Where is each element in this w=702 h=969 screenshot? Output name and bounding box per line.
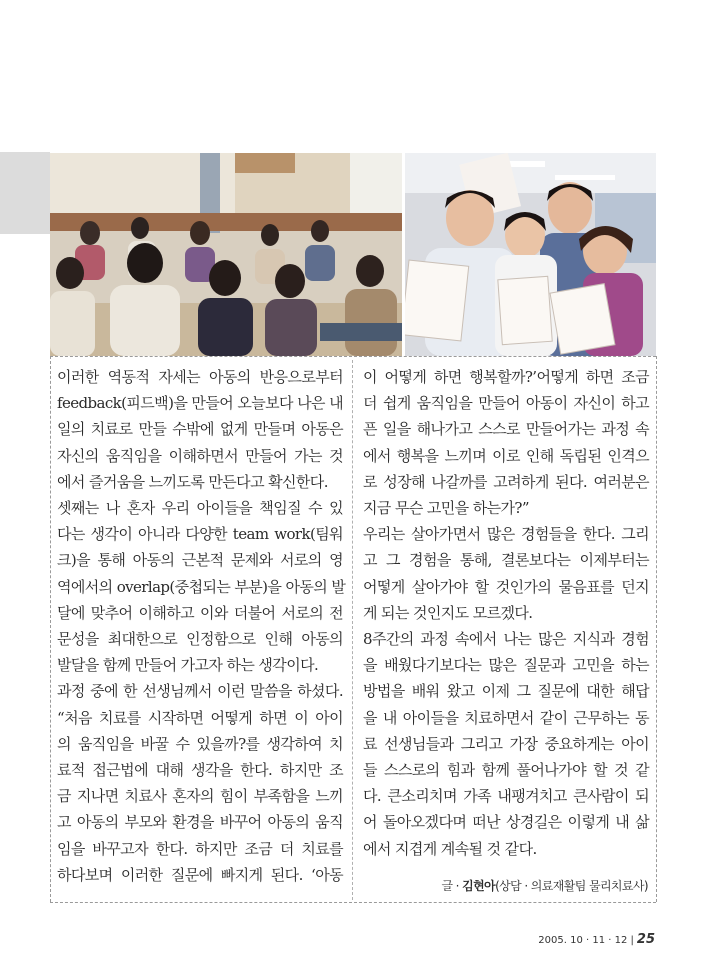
article-left-column <box>57 364 346 888</box>
body-line: 하다보며 이러한 질문에 빠지게 된다. ‘아동 <box>57 865 343 884</box>
page-number: 25 <box>636 932 655 947</box>
page-folio <box>538 932 655 947</box>
frame-top-border <box>50 356 656 357</box>
body-line: 크)을 통해 아동의 근본적 문제와 서로의 영 <box>57 551 343 570</box>
frame-left-border <box>50 356 51 902</box>
author-affiliation: (상담 · 의료재활팀 물리치료사) <box>495 879 648 893</box>
side-tab-decoration <box>0 152 50 234</box>
body-line: 자신의 움직임을 이해하면서 만들어 가는 것 <box>57 446 343 465</box>
body-line: 들 스스로의 힘과 함께 풀어나가야 할 것 같 <box>363 761 649 780</box>
body-line: “처음 치료를 시작하면 어떻게 하면 이 아이 <box>57 708 343 727</box>
body-line: 에서 지겹게 계속될 것 같다. <box>363 839 537 858</box>
body-line: 방법을 배워 왔고 이제 그 질문에 대한 해답 <box>363 682 649 701</box>
body-line: 더 쉽게 움직임을 만들어 아동이 자신이 하고 <box>363 394 649 413</box>
body-line: 문성을 최대한으로 인정함으로 인해 아동의 <box>57 630 343 649</box>
body-line: 이 어떻게 하면 행복할까?’어떻게 하면 조금 <box>363 368 649 386</box>
body-line: 로 성장해 나갈까를 고려하게 된다. 여러분은 <box>363 472 649 491</box>
body-line: 셋째는 나 혼자 우리 아이들을 책임질 수 있 <box>57 499 343 518</box>
body-line: 을 내 아이들을 치료하면서 같이 근무하는 동 <box>363 708 649 727</box>
body-line: 8주간의 과정 속에서 나는 많은 지식과 경험 <box>363 630 649 649</box>
body-line: 달에 맞추어 이해하고 이와 더불어 서로의 전 <box>57 603 343 622</box>
article-right-column <box>363 364 649 862</box>
byline-prefix: 글 · <box>441 879 463 893</box>
certificate-group-photo <box>405 153 656 356</box>
body-line: 에서 행복을 느끼며 이로 인해 독립된 인격으 <box>363 446 649 465</box>
group-session-photo <box>50 153 402 356</box>
body-line: 료 선생님들과 그리고 가장 중요하게는 아이 <box>363 734 649 753</box>
author-name: 김현아 <box>462 879 496 893</box>
body-line: 에서 즐거움을 느끼도록 만든다고 확신한다. <box>57 472 328 491</box>
body-line: 금 지나면 치료사 혼자의 힘이 부족함을 느끼 <box>57 787 343 806</box>
column-divider <box>352 360 353 900</box>
body-line: 발달을 함께 만들어 가고자 하는 생각이다. <box>57 656 319 675</box>
body-line: 고 그 경험을 통해, 결론보다는 이제부터는 <box>363 551 649 570</box>
body-line: 지금 무슨 고민을 하는가?” <box>363 499 529 518</box>
body-line: 다. 큰소리치며 가족 내팽겨치고 큰사람이 되 <box>363 787 649 806</box>
body-line: 의 움직임을 바꿀 수 있을까?를 생각하여 치 <box>57 734 343 753</box>
body-line: 우리는 살아가면서 많은 경험들을 한다. 그리 <box>363 525 649 544</box>
author-byline <box>441 877 648 894</box>
body-line: 역에서의 overlap(중첩되는 부분)을 아동의 발 <box>57 577 346 596</box>
body-line: 료적 접근법에 대해 생각을 한다. 하지만 조 <box>57 761 343 780</box>
body-line: 게 되는 것인지도 모르겠다. <box>363 603 533 622</box>
body-line: 과정 중에 한 선생님께서 이런 말씀을 하셨다. <box>57 682 343 701</box>
body-line: 을 배웠다기보다는 많은 질문과 고민을 하는 <box>363 656 649 675</box>
body-line: 픈 일을 해나가고 스스로 만들어가는 과정 속 <box>363 420 649 439</box>
body-line: 어떻게 살아가야 할 것인가의 물음표를 던지 <box>363 577 649 596</box>
issue-date: 2005. 10 · 11 · 12 | <box>538 935 634 946</box>
body-line: 고 아동의 부모와 환경을 바꾸어 아동의 움직 <box>57 813 343 832</box>
frame-bottom-border <box>50 902 656 903</box>
body-line: 임을 바꾸고자 한다. 하지만 조금 더 치료를 <box>57 839 343 858</box>
body-line: 일의 치료로 만들 수밖에 없게 만들며 아동은 <box>57 420 343 439</box>
body-line: feedback(피드백)을 만들어 오늘보다 나은 내 <box>57 394 343 413</box>
body-line: 다는 생각이 아니라 다양한 team work(팀워 <box>57 525 343 544</box>
body-line: 어 돌아오겠다며 떠난 상경길은 이렇게 내 삶 <box>363 813 649 832</box>
frame-right-border <box>656 356 657 902</box>
body-line: 이러한 역동적 자세는 아동의 반응으로부터 <box>57 368 343 386</box>
